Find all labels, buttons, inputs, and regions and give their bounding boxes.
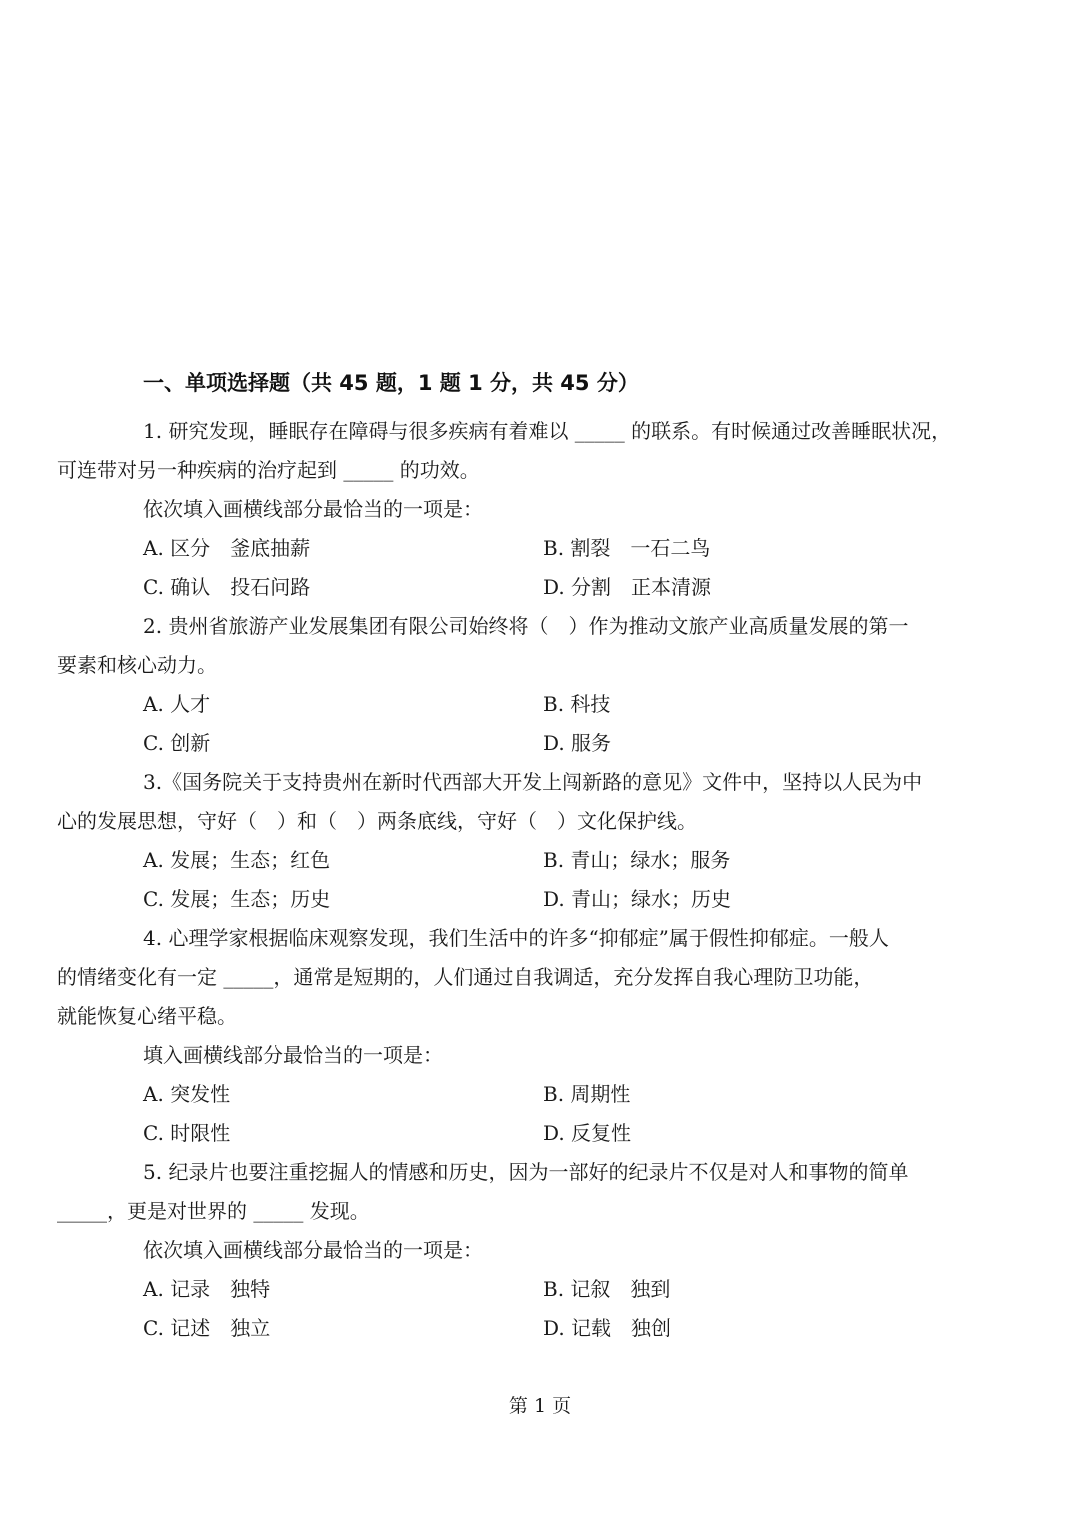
question-1-option-b: B. 割裂 一石二鸟 [543, 536, 711, 560]
question-3-stem-line-2: 心的发展思想，守好（ ）和（ ）两条底线，守好（ ）文化保护线。 [57, 809, 697, 833]
question-3-options-row-2 [100, 880, 982, 919]
question-4-options-row-2 [100, 1114, 982, 1153]
question-2-stem [57, 607, 982, 685]
question-4-option-a: A. 突发性 [143, 1082, 231, 1106]
question-3-options-row-1 [100, 841, 982, 880]
question-3-stem-line-1: 3.《国务院关于支持贵州在新时代西部大开发上闯新路的意见》文件中，坚持以人民为中 [143, 770, 923, 794]
question-5-options-row-2 [100, 1309, 982, 1348]
question-list [57, 412, 982, 1348]
question-1-stem-line-2: 可连带对另一种疾病的治疗起到 _____ 的功效。 [57, 458, 480, 482]
question-3 [57, 763, 982, 919]
question-1-stem [57, 412, 982, 490]
question-5-option-d: D. 记载 独创 [543, 1316, 672, 1340]
question-5-stem-line-2: _____，更是对世界的 _____ 发现。 [57, 1199, 370, 1223]
question-2-option-c: C. 创新 [143, 731, 211, 755]
question-1-option-a: A. 区分 釜底抽薪 [143, 536, 311, 560]
question-2 [57, 607, 982, 763]
question-2-stem-line-1: 2. 贵州省旅游产业发展集团有限公司始终将（ ）作为推动文旅产业高质量发展的第一 [143, 614, 909, 638]
question-4-option-d: D. 反复性 [543, 1121, 632, 1145]
question-5-option-c: C. 记述 独立 [143, 1316, 271, 1340]
question-3-stem [57, 763, 982, 841]
question-2-option-a: A. 人才 [143, 692, 211, 716]
question-2-stem-line-2: 要素和核心动力。 [57, 653, 217, 677]
section-title: 一、单项选择题（共 45 题，1 题 1 分，共 45 分） [143, 371, 639, 395]
question-2-options-row-2 [100, 724, 982, 763]
question-5-stem [57, 1153, 982, 1231]
question-4-stem-line-1: 4. 心理学家根据临床观察发现，我们生活中的许多“抑郁症”属于假性抑郁症。一般人 [143, 926, 889, 950]
question-3-option-c: C. 发展；生态；历史 [143, 887, 331, 911]
question-5-option-b: B. 记叙 独到 [543, 1277, 671, 1301]
question-5-instruction: 依次填入画横线部分最恰当的一项是： [143, 1238, 483, 1262]
question-1-option-c: C. 确认 投石问路 [143, 575, 311, 599]
question-1-stem-line-1: 1. 研究发现，睡眠存在障碍与很多疾病有着难以 _____ 的联系。有时候通过改善睡眠状况， [143, 419, 952, 443]
question-3-option-d: D. 青山；绿水；历史 [543, 887, 732, 911]
question-5-option-a: A. 记录 独特 [143, 1277, 271, 1301]
question-4-stem-line-3: 就能恢复心绪平稳。 [57, 1004, 237, 1028]
question-3-option-a: A. 发展；生态；红色 [143, 848, 331, 872]
question-4 [57, 919, 982, 1153]
question-4-instruction: 填入画横线部分最恰当的一项是： [143, 1043, 443, 1067]
question-2-option-d: D. 服务 [543, 731, 612, 755]
question-4-option-c: C. 时限性 [143, 1121, 231, 1145]
question-4-option-b: B. 周期性 [543, 1082, 631, 1106]
question-1-instruction: 依次填入画横线部分最恰当的一项是： [143, 497, 483, 521]
question-3-option-b: B. 青山；绿水；服务 [543, 848, 731, 872]
question-5 [57, 1153, 982, 1348]
page-number: 第 1 页 [508, 1395, 572, 1417]
question-1 [57, 412, 982, 607]
question-2-options-row-1 [100, 685, 982, 724]
question-4-options-row-1 [100, 1075, 982, 1114]
question-1-option-d: D. 分割 正本清源 [543, 575, 712, 599]
question-5-stem-line-1: 5. 纪录片也要注重挖掘人的情感和历史，因为一部好的纪录片不仅是对人和事物的简单 [143, 1160, 909, 1184]
question-2-option-b: B. 科技 [543, 692, 611, 716]
question-5-options-row-1 [100, 1270, 982, 1309]
question-4-stem-line-2: 的情绪变化有一定 _____，通常是短期的，人们通过自我调适，充分发挥自我心理防卫功能， [57, 965, 874, 989]
question-1-options-row-2 [100, 568, 982, 607]
question-1-options-row-1 [100, 529, 982, 568]
question-4-stem [57, 919, 982, 1036]
